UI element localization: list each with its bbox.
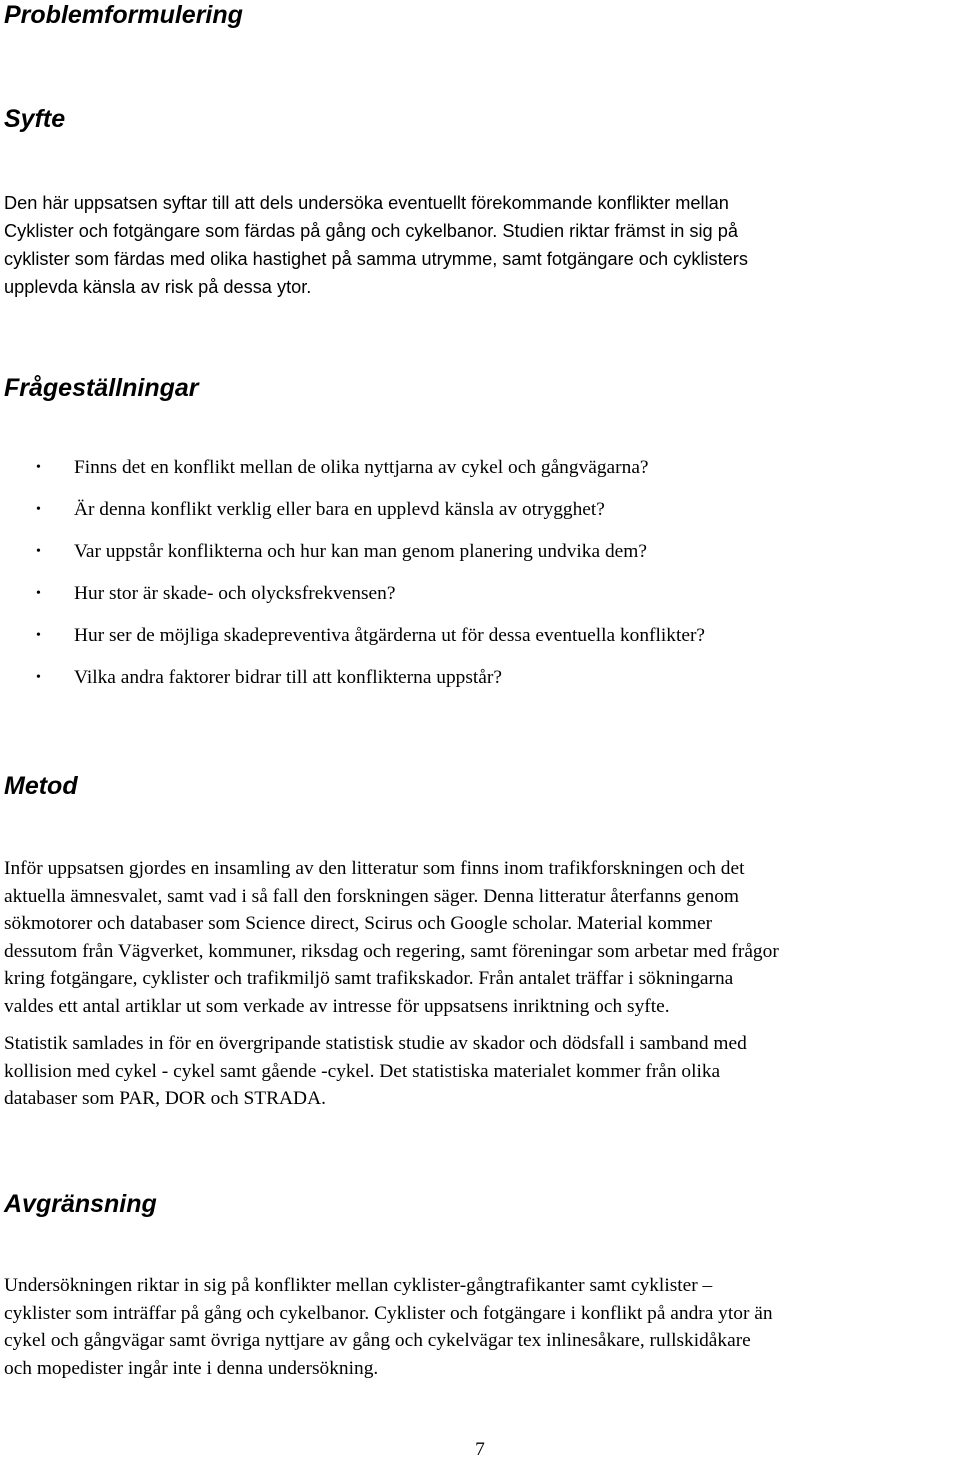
- heading-fragestallningar: Frågeställningar: [4, 374, 199, 402]
- question-text: Finns det en konflikt mellan de olika nyttjarna av cykel och gångvägarna?: [74, 457, 649, 478]
- metod-line: valdes ett antal artiklar ut som verkade av intresse för uppsatsens inriktning och syfte.: [4, 995, 670, 1017]
- bullet-icon: •: [36, 460, 41, 475]
- bullet-icon: •: [36, 544, 41, 559]
- metod-line: kollision med cykel - cykel samt gående -cykel. Det statistiska materialet kommer från olika: [4, 1060, 721, 1082]
- page-title: Problemformulering: [4, 1, 243, 29]
- metod-line: sökmotorer och databaser som Science direct, Scirus och Google scholar. Material kommer: [4, 913, 713, 935]
- syfte-line: Den här uppsatsen syftar till att dels undersöka eventuellt förekommande konflikter mellan: [4, 193, 729, 213]
- question-text: Var uppstår konflikterna och hur kan man genom planering undvika dem?: [74, 541, 647, 562]
- syfte-line: Cyklister och fotgängare som färdas på gång och cykelbanor. Studien riktar främst in sig på: [4, 221, 738, 241]
- heading-syfte: Syfte: [4, 105, 66, 133]
- page-number: 7: [475, 1439, 485, 1460]
- metod-line: dessutom från Vägverket, kommuner, riksdag och regering, samt föreningar som arbetar med frågor: [4, 940, 779, 962]
- question-text: Hur ser de möjliga skadepreventiva åtgärderna ut för dessa eventuella konflikter?: [74, 625, 706, 646]
- heading-metod: Metod: [4, 772, 78, 800]
- list-item: [0, 622, 705, 664]
- bullet-icon: •: [36, 670, 41, 685]
- bullet-icon: •: [36, 628, 41, 643]
- avgransning-line: cyklister som inträffar på gång och cykelbanor. Cyklister och fotgängare i konflikt på andra ytor än: [4, 1302, 773, 1324]
- question-text: Är denna konflikt verklig eller bara en upplevd känsla av otrygghet?: [74, 499, 605, 520]
- syfte-line: upplevda känsla av risk på dessa ytor.: [4, 277, 312, 297]
- list-item: [0, 454, 705, 496]
- questions-list: [0, 454, 705, 706]
- question-text: Hur stor är skade- och olycksfrekvensen?: [74, 583, 396, 604]
- question-text: Vilka andra faktorer bidrar till att konflikterna uppstår?: [74, 667, 502, 688]
- avgransning-paragraph: [4, 1272, 956, 1382]
- list-item: [0, 664, 705, 706]
- syfte-paragraph: [4, 189, 904, 301]
- metod-paragraph-2: [4, 1030, 956, 1113]
- avgransning-line: cykel och gångvägar samt övriga nyttjare av gång och cykelvägar tex inlinesåkare, rullskidåkare: [4, 1330, 751, 1352]
- list-item: [0, 496, 705, 538]
- avgransning-line: och mopedister ingår inte i denna undersökning.: [4, 1357, 379, 1379]
- metod-line: kring fotgängare, cyklister och trafikmiljö samt trafikskador. Från antalet träffar i sökningarna: [4, 968, 734, 990]
- metod-paragraph-1: [4, 855, 956, 1021]
- heading-avgransning: Avgränsning: [4, 1190, 157, 1218]
- bullet-icon: •: [36, 502, 41, 517]
- list-item: [0, 538, 705, 580]
- syfte-line: cyklister som färdas med olika hastighet på samma utrymme, samt fotgängare och cyklisters: [4, 249, 748, 269]
- metod-line: Inför uppsatsen gjordes en insamling av den litteratur som finns inom trafikforskningen och det: [4, 858, 745, 879]
- avgransning-line: Undersökningen riktar in sig på konflikter mellan cyklister-gångtrafikanter samt cyklister –: [4, 1275, 713, 1296]
- metod-line: Statistik samlades in för en övergripande statistisk studie av skador och dödsfall i samband med: [4, 1033, 747, 1054]
- bullet-icon: •: [36, 586, 41, 601]
- list-item: [0, 580, 705, 622]
- metod-line: databaser som PAR, DOR och STRADA.: [4, 1088, 326, 1110]
- metod-line: aktuella ämnesvalet, samt vad i så fall den forskningen säger. Denna litteratur återfanns genom: [4, 885, 739, 907]
